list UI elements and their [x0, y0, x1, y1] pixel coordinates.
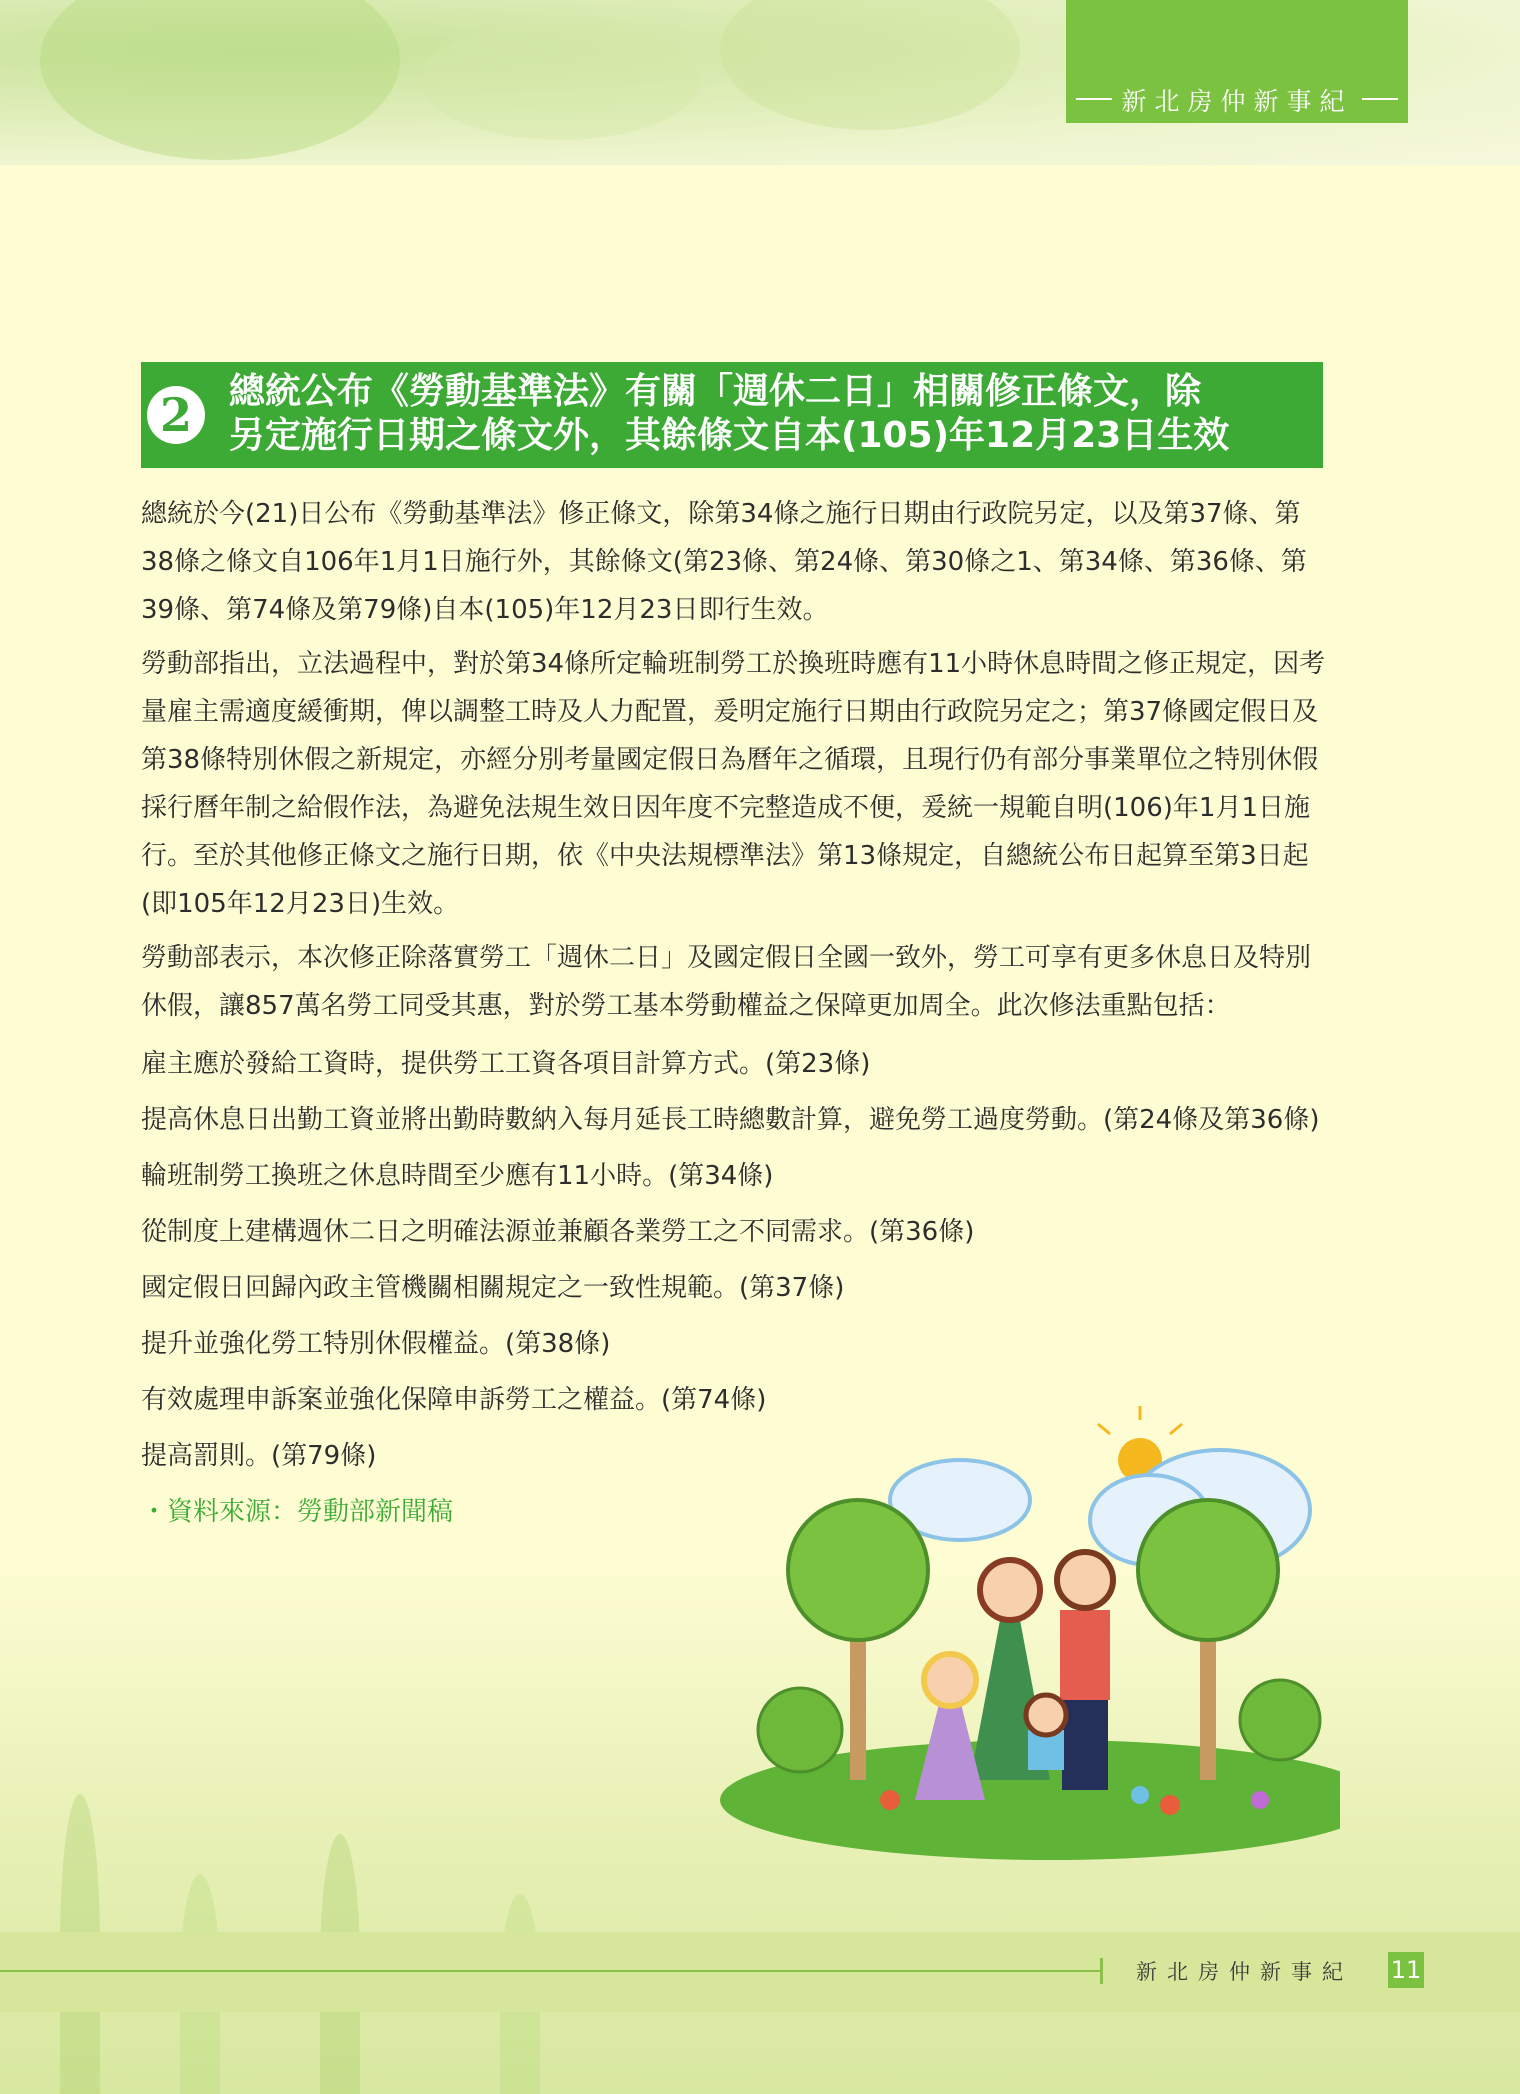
list-item: 從制度上建構週休二日之明確法源並兼顧各業勞工之不同需求。(第36條)	[141, 1217, 975, 1247]
brand-line-right	[1362, 98, 1398, 100]
section-number-badge: 2	[147, 386, 205, 444]
father-figure-icon	[1057, 1552, 1113, 1790]
list-item: 提高休息日出勤工資並將出勤時數納入每月延長工時總數計算，避免勞工過度勞動。(第24條及第36條)	[141, 1105, 1320, 1135]
list-item: 提升並強化勞工特別休假權益。(第38條)	[141, 1329, 611, 1359]
section-title-line-2: 另定施行日期之條文外，其餘條文自本(105)年12月23日生效	[229, 415, 1230, 456]
article-body	[141, 490, 1326, 1536]
paragraph: 總統於今(21)日公布《勞動基準法》修正條文，除第34條之施行日期由行政院另定，以及第37條、第38條之條文自106年1月1日施行外，其餘條文(第23條、第24條、第30條之1、第34條、第36條、第39條、第74條及第79條)自本(105)年12月23日即行生效。	[141, 499, 1307, 625]
leaf-decoration	[420, 20, 700, 140]
section-headline	[141, 362, 1323, 468]
footer	[0, 1932, 1520, 2012]
bush-icon	[758, 1688, 842, 1772]
paragraph: 勞動部表示，本次修正除落實勞工「週休二日」及國定假日全國一致外，勞工可享有更多休息日及特別休假，讓857萬名勞工同受其惠，對於勞工基本勞動權益之保障更加周全。此次修法重點包括：	[141, 943, 1312, 1021]
brand-title: 新北房仲新事紀	[1121, 87, 1353, 116]
section-title	[229, 370, 1309, 458]
bush-icon	[1240, 1680, 1320, 1760]
footer-rule	[0, 1970, 1100, 1972]
list-item: 國定假日回歸內政主管機關相關規定之一致性規範。(第37條)	[141, 1273, 845, 1303]
paragraph: 勞動部指出，立法過程中，對於第34條所定輪班制勞工於換班時應有11小時休息時間之修正規定，因考量雇主需適度緩衝期，俾以調整工時及人力配置，爰明定施行日期由行政院另定之；第37條國定假日及第38條特別休假之新規定，亦經分別考量國定假日為曆年之循環，且現行仍有部分事業單位之特別休假採行曆年制之給假作法，為避免法規生效日因年度不完整造成不便，爰統一規範自明(106)年1月1日施行。至於其他修正條文之施行日期，依《中央法規標準法》第13條規定，自總統公布日起算至第3日起(即105年12月23日)生效。	[141, 649, 1326, 919]
footer-brand: 新北房仲新事紀	[1136, 1960, 1353, 1984]
brand-tab	[1066, 0, 1408, 123]
footer-rule-tick	[1100, 1958, 1103, 1984]
leaf-decoration	[40, 0, 400, 160]
list-item: 輪班制勞工換班之休息時間至少應有11小時。(第34條)	[141, 1161, 774, 1191]
list-item: 提高罰則。(第79條)	[141, 1441, 377, 1471]
family-illustration	[700, 1400, 1340, 1870]
section-title-line-1: 總統公布《勞動基準法》有關「週休二日」相關修正條文，除	[229, 371, 1202, 412]
girl-figure-icon	[915, 1654, 985, 1800]
source-note: ・資料來源：勞動部新聞稿	[141, 1497, 454, 1527]
list-item: 有效處理申訴案並強化保障申訴勞工之權益。(第74條)	[141, 1385, 767, 1415]
boy-figure-icon	[1026, 1695, 1066, 1770]
list-item: 雇主應於發給工資時，提供勞工工資各項目計算方式。(第23條)	[141, 1049, 871, 1079]
leaf-decoration	[720, 0, 1020, 130]
page-number: 11	[1388, 1952, 1424, 1988]
